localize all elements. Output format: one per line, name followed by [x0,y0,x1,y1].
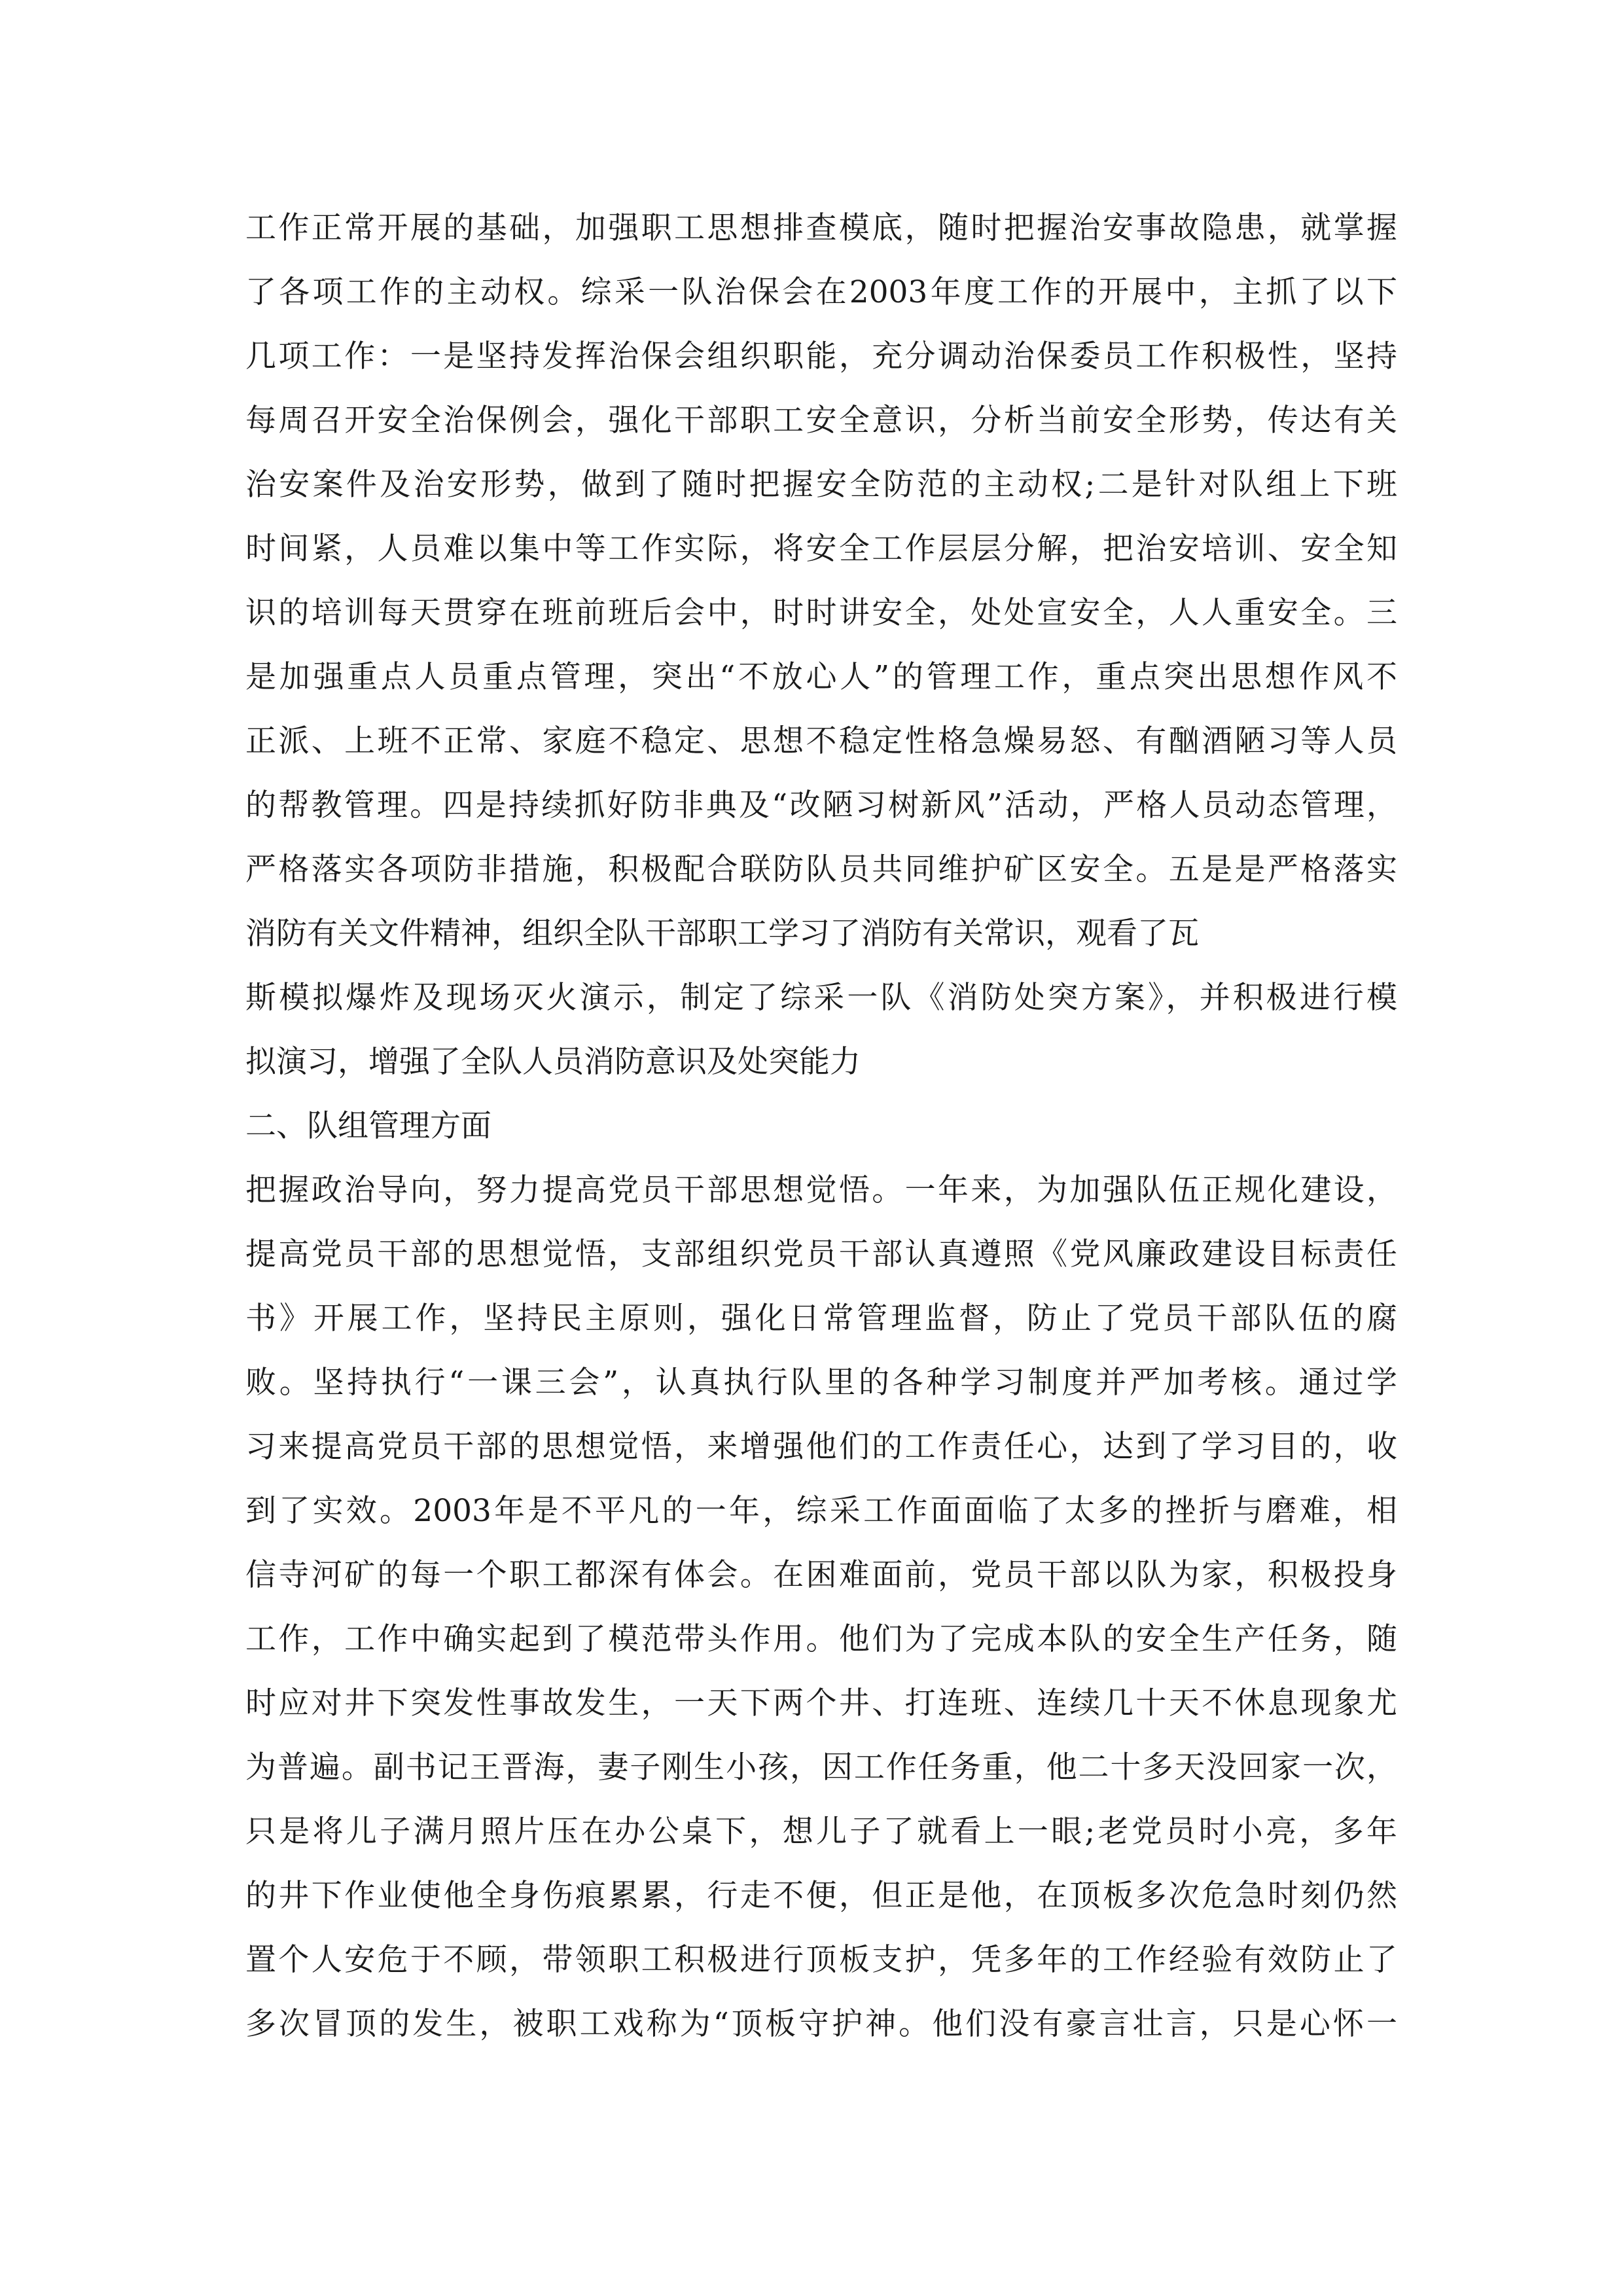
text-line-2: 了各项工作的主动权。综采一队治保会在2003年度工作的开展中，主抓了以下 [245,274,1397,310]
text-line-28: 置个人安危于不顾，带领职工积极进行顶板支护，凭多年的工作经验有效防止了 [245,1942,1397,1978]
text-line-24: 时应对井下突发性事故发生，一天下两个井、打连班、连续几十天不休息现象尤 [245,1685,1397,1721]
text-line-27: 的井下作业使他全身伤痕累累，行走不便，但正是他，在顶板多次危急时刻仍然 [245,1878,1397,1914]
text-line-11: 严格落实各项防非措施，积极配合联防队员共同维护矿区安全。五是是严格落实 [245,852,1397,888]
text-line-16: 把握政治导向，努力提高党员干部思想觉悟。一年来，为加强队伍正规化建设， [245,1172,1397,1208]
text-line-13: 斯模拟爆炸及现场灭火演示，制定了综采一队《消防处突方案》，并积极进行模 [245,980,1397,1016]
text-line-19: 败。坚持执行“一课三会”，认真执行队里的各种学习制度并严加考核。通过学 [245,1365,1397,1401]
text-line-4: 每周召开安全治保例会，强化干部职工安全意识，分析当前安全形势，传达有关 [245,403,1397,439]
text-line-23: 工作，工作中确实起到了模范带头作用。他们为了完成本队的安全生产任务，随 [245,1621,1397,1657]
text-line-22: 信寺河矿的每一个职工都深有体会。在困难面前，党员干部以队为家，积极投身 [245,1557,1397,1593]
text-line-7: 识的培训每天贯穿在班前班后会中，时时讲安全，处处宣安全，人人重安全。三 [245,595,1397,631]
text-line-12: 消防有关文件精神，组织全队干部职工学习了消防有关常识，观看了瓦 [245,916,1199,952]
text-line-18: 书》开展工作，坚持民主原则，强化日常管理监督，防止了党员干部队伍的腐 [245,1300,1397,1336]
text-line-29: 多次冒顶的发生，被职工戏称为“顶板守护神。他们没有豪言壮言，只是心怀一 [245,2006,1397,2042]
text-line-9: 正派、上班不正常、家庭不稳定、思想不稳定性格急燥易怒、有酗酒陋习等人员 [245,723,1397,759]
text-line-21: 到了实效。2003年是不平凡的一年，综采工作面面临了太多的挫折与磨难，相 [245,1493,1397,1529]
text-line-14: 拟演习，增强了全队人员消防意识及处突能力 [245,1044,861,1080]
text-line-5: 治安案件及治安形势，做到了随时把握安全防范的主动权;二是针对队组上下班 [245,467,1397,503]
text-line-17: 提高党员干部的思想觉悟，支部组织党员干部认真遵照《党风廉政建设目标责任 [245,1236,1397,1272]
body-text [245,196,1397,2056]
text-line-6: 时间紧，人员难以集中等工作实际，将安全工作层层分解，把治安培训、安全知 [245,531,1397,567]
section-heading: 二、队组管理方面 [245,1108,491,1144]
text-line-3: 几项工作：一是坚持发挥治保会组织职能，充分调动治保委员工作积极性，坚持 [245,338,1397,374]
text-line-8: 是加强重点人员重点管理，突出“不放心人”的管理工作，重点突出思想作风不 [245,659,1397,695]
text-line-1: 工作正常开展的基础，加强职工思想排查模底，随时把握治安事故隐患，就掌握 [245,210,1397,246]
text-line-26: 只是将儿子满月照片压在办公桌下，想儿子了就看上一眼;老党员时小亮，多年 [245,1814,1397,1850]
text-line-10: 的帮教管理。四是持续抓好防非典及“改陋习树新风”活动，严格人员动态管理， [245,787,1397,823]
text-line-25: 为普遍。副书记王晋海，妻子刚生小孩，因工作任务重，他二十多天没回家一次， [245,1749,1397,1785]
text-line-20: 习来提高党员干部的思想觉悟，来增强他们的工作责任心，达到了学习目的，收 [245,1429,1397,1465]
